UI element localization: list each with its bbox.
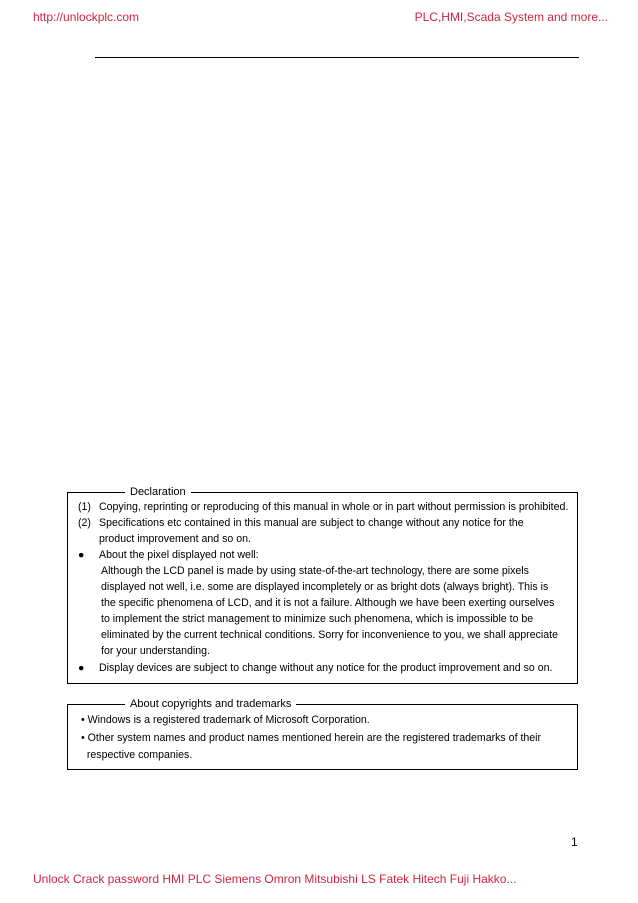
pixel-note-line: displayed not well, i.e. some are displayed incompletely or as bright dots (always bright). This is bbox=[101, 581, 549, 593]
item-text: Display devices are subject to change without any notice for the product improvement and so on. bbox=[99, 662, 553, 674]
item-text: Copying, reprinting or reproducing of this manual in whole or in part without permission is prohibited. bbox=[99, 501, 569, 513]
trademark-line: • Other system names and product names mentioned herein are the registered trademarks of their bbox=[81, 732, 542, 744]
item-text: product improvement and so on. bbox=[99, 533, 251, 545]
bullet-icon: ● bbox=[78, 549, 85, 561]
copyrights-box bbox=[67, 698, 578, 770]
pixel-note-line: to implement the strict management to minimize such phenomena, which is impossible to be bbox=[101, 613, 534, 625]
item-text: About the pixel displayed not well: bbox=[99, 549, 259, 561]
pixel-note-line: Although the LCD panel is made by using state-of-the-art technology, there are some pixels bbox=[101, 565, 529, 577]
header-rule bbox=[95, 57, 579, 58]
item-number: (1) bbox=[78, 501, 91, 513]
copyrights-title: About copyrights and trademarks bbox=[125, 696, 296, 712]
pixel-note-line: eliminated by the current technical conditions. Sorry for inconvenience to you, we shall appreciate bbox=[101, 629, 558, 641]
bullet-icon: ● bbox=[78, 662, 85, 674]
declaration-box bbox=[67, 486, 578, 684]
pixel-note-line: for your understanding. bbox=[101, 645, 210, 657]
trademark-line: respective companies. bbox=[81, 749, 193, 761]
trademark-line: • Windows is a registered trademark of Microsoft Corporation. bbox=[81, 714, 370, 726]
footer-link[interactable]: Unlock Crack password HMI PLC Siemens Omron Mitsubishi LS Fatek Hitech Fuji Hakko... bbox=[33, 872, 517, 886]
item-number: (2) bbox=[78, 517, 91, 529]
header-link[interactable]: http://unlockplc.com bbox=[33, 10, 140, 24]
declaration-title: Declaration bbox=[125, 484, 191, 500]
header-tagline: PLC,HMI,Scada System and more... bbox=[414, 10, 608, 24]
pixel-note-line: the specific phenomena of LCD, and it is not a failure. Although we have been exerting ourselves bbox=[101, 597, 555, 609]
page-number: 1 bbox=[571, 835, 578, 849]
item-text: Specifications etc contained in this manual are subject to change without any notice for the bbox=[99, 517, 524, 529]
